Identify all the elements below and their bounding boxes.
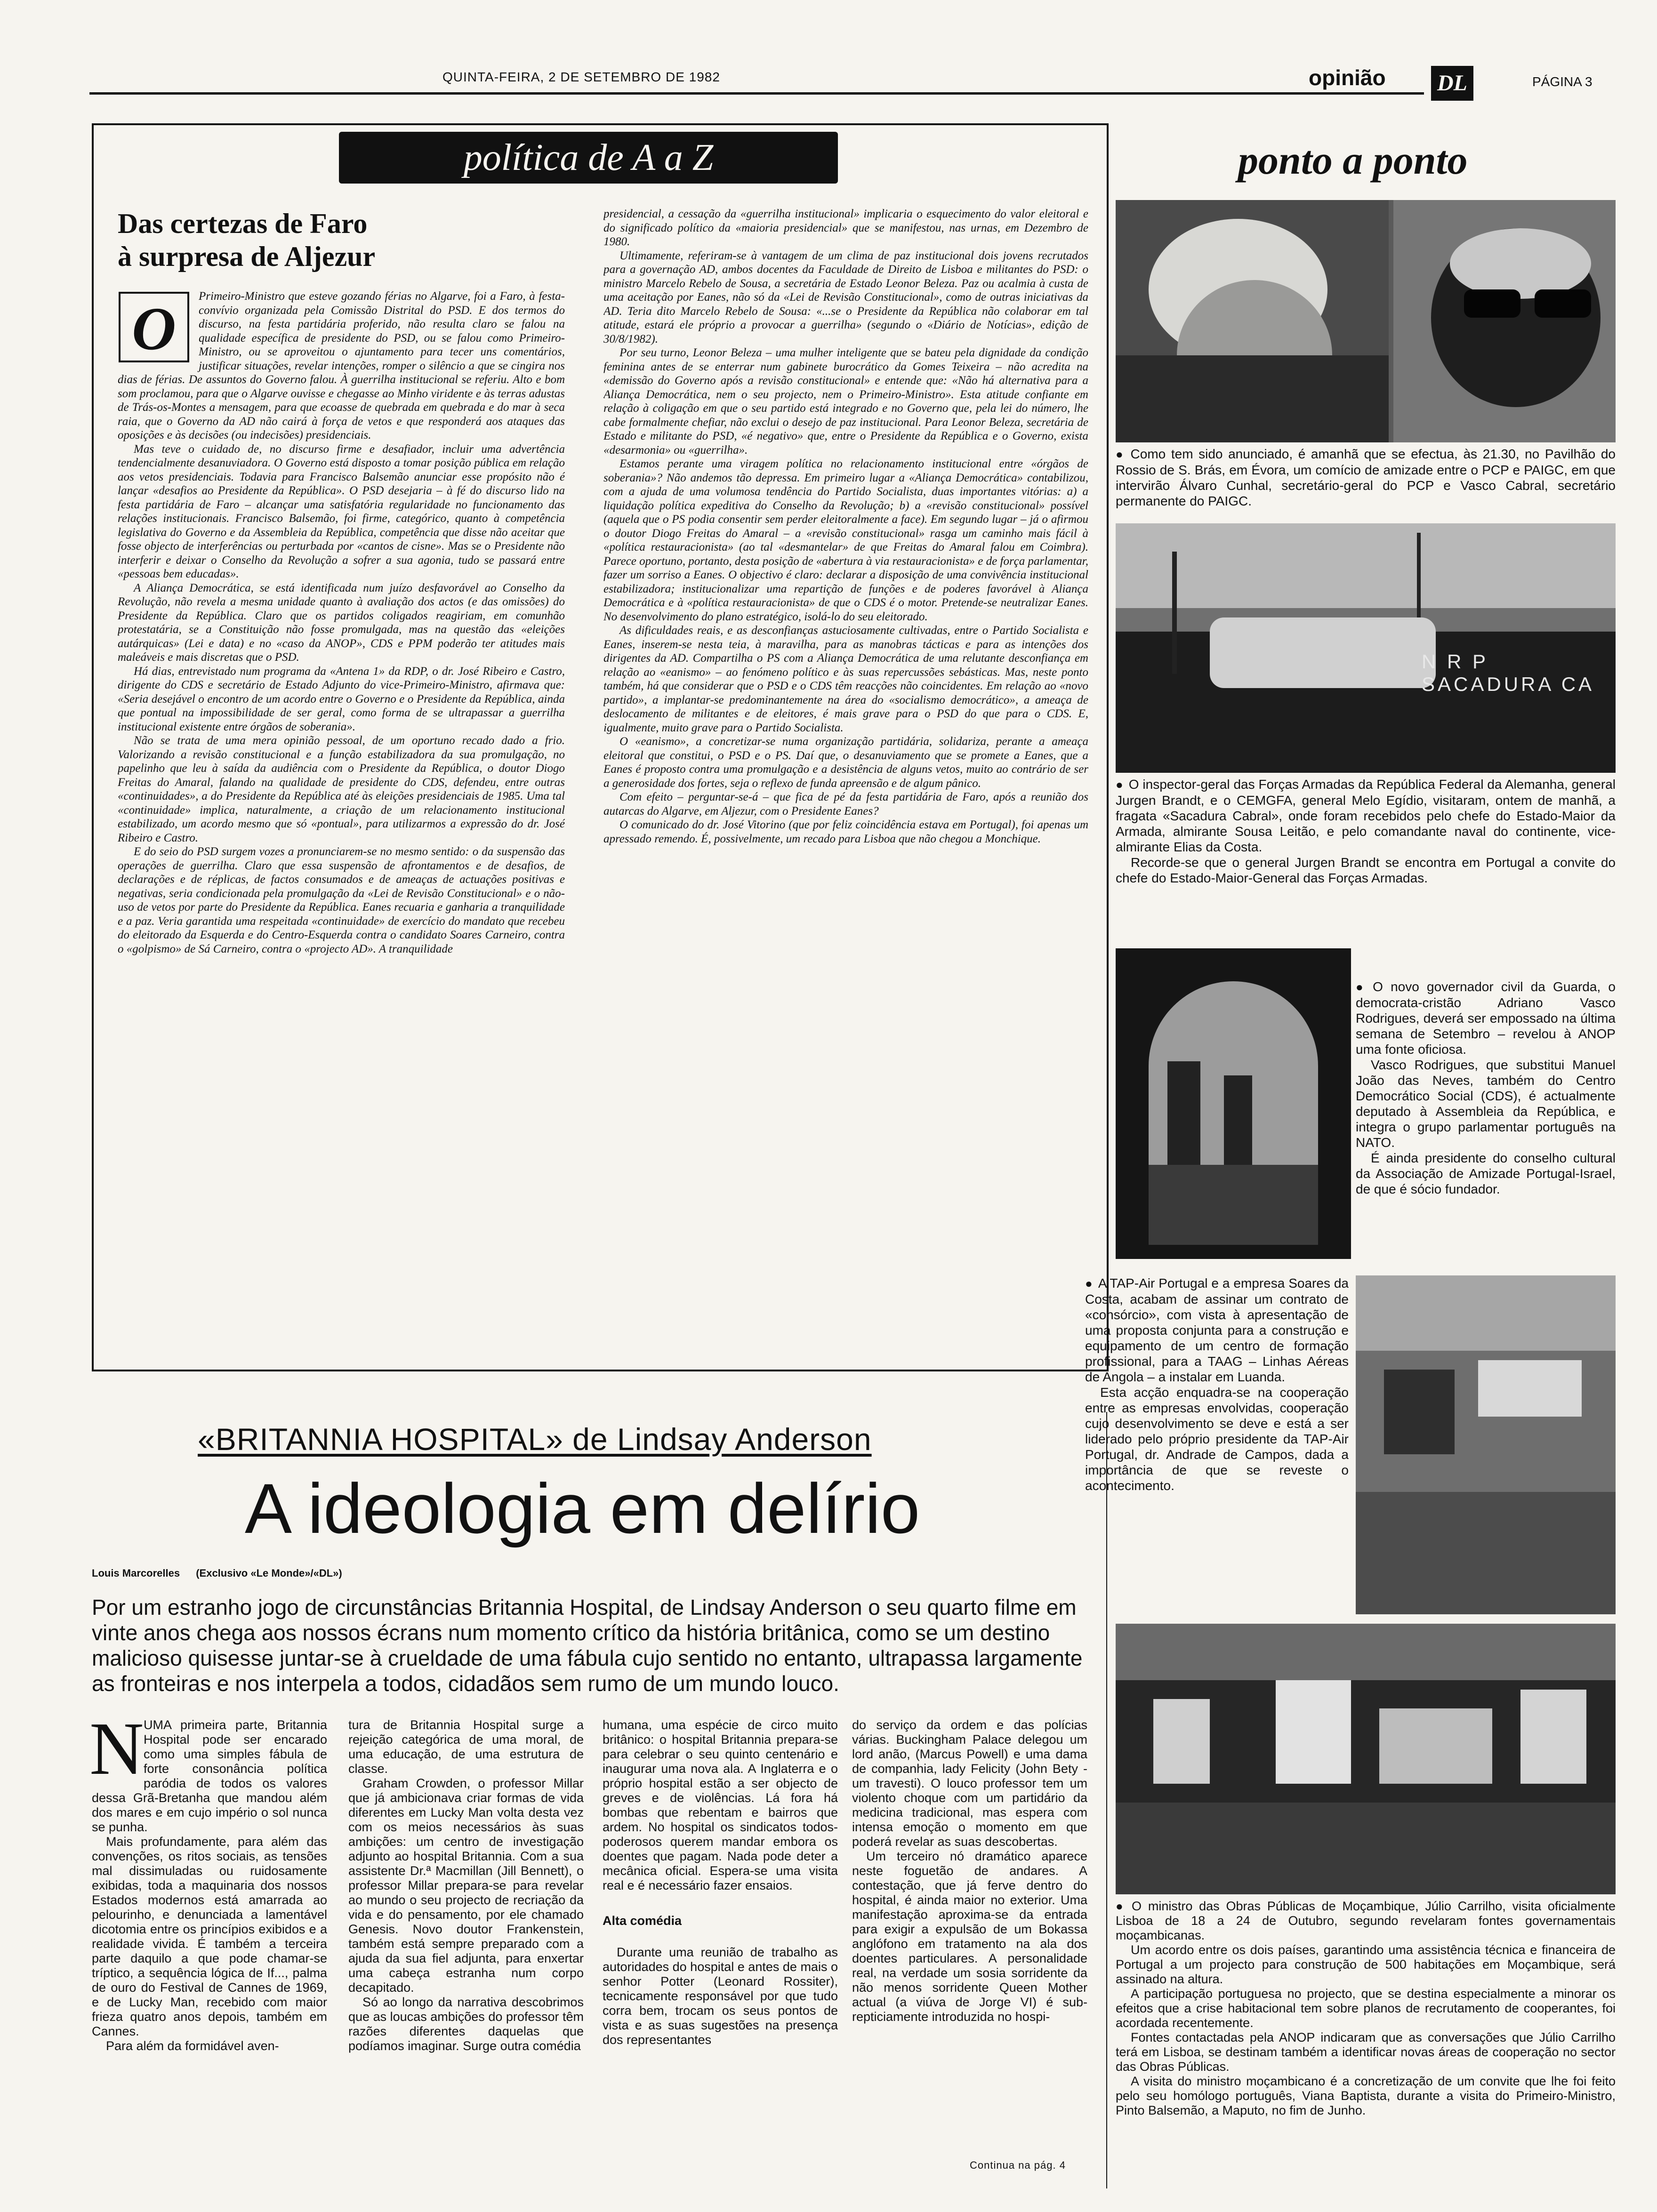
author-credit: (Exclusivo «Le Monde»/«DL») [196, 1567, 342, 1579]
politica-banner [339, 132, 838, 184]
ponto-item-3 [1356, 979, 1616, 1197]
politica-paragraph: presidencial, a cessação da «guerrilha institucional» implicaria o esquecimento do valor eleitoral e do significado político da «maioria presidencial» que se manifestou, nas urnas, em Dezembro de 1980. [603, 208, 1088, 248]
politica-column-1 [118, 289, 565, 1367]
headline-line-1: Das certezas de Faro [118, 208, 368, 239]
britannia-column-1 [92, 1718, 327, 2170]
politica-paragraph: Ultimamente, referiram-se à vantagem de um clima de paz institucional dois jovens recrutados para a governação AD, ambos docentes da Faculdade de Direito de Lisboa e militantes do PSD: o ministro Marcelo Rebelo de Sousa, a secretária de Estado Leonor Beleza. Paz ou acalmia à custa de uma aceitação por Eanes, não só da «Lei de Revisão Constitucional», como de outras iniciativas da AD. Teria dito Marcelo Rebelo de Sousa: «...se o Presidente da República não colaborar em tal atitude, estará ele próprio a provocar a guerrilha» (segundo o «Diário de Notícias», edição de 30/8/1982). [603, 249, 1088, 345]
ponto-item-text: ● A TAP-Air Portugal e a empresa Soares da Costa, acabam de assinar um contrato de «consórcio», com vista à apresentação de uma proposta conjunta para a construção e equipamento de um centro de formação profissional, para a TAAG – Linhas Aéreas de Angola – a instalar em Luanda. [1085, 1275, 1349, 1385]
ponto-banner: ponto a ponto [1238, 137, 1468, 183]
britannia-title: A ideologia em delírio [245, 1469, 920, 1548]
britannia-paragraph: Durante uma reunião de trabalho as autoridades do hospital e antes de mais o senhor Potter (Leonard Rossiter), tecnicamente responsável por que tudo corra bem, trocam os seus pontos de vista e as suas sugestões na presença dos representantes [603, 1945, 838, 2047]
ponto-item-text: É ainda presidente do conselho cultural da Associação de Amizade Portugal-Israel, de que é sócio fundador. [1356, 1151, 1616, 1196]
britannia-paragraph: do serviço da ordem e das polícias várias. Buckingham Palace delegou um lord anão, (Marcus Powell) e uma dama de companhia, lady Felicity (John Bety -um travesti). O louco professor tem um violento choque com um partidário da medicina tradicional, mas espera com intensa emoção o momento em que poderá revelar as suas descobertas. [852, 1718, 1087, 1849]
photo-portrait-left [1116, 200, 1389, 442]
politica-paragraph: Mas teve o cuidado de, no discurso firme e desafiador, incluir uma advertência tendencialmente desanuviadora. O Governo está disposto a tomar posição pública em relação aos vetos presidenciais. Todavia para Francisco Balsemão anunciar esse propósito não é lançar «desafios ao Presidente da República». O PSD desejaria – à fé do discurso lido na festa partidária de Faro – alcançar uma satisfatória regularidade no funcionamento das relações institucionais. Francisco Balsemão, foi firme, categórico, quanto à competência legislativa do Governo e da Assembleia da República, competência que disse não aceitar que fosse objecto de interferências ou perturbada por «cantos de cisne». Mas se o Presidente não interferir e deixar o Conselho da Revolução a sofrer a sua agonia, tudo se passará entre «pessoas bem educadas». [118, 442, 565, 580]
politica-paragraph: E do seio do PSD surgem vozes a pronunciarem-se no mesmo sentido: o da suspensão das operações de guerrilha. Claro que essa suspensão de afrontamentos e de desafios, de declarações e de réplicas, de factos consumados e de ameaças de actuações positivas e negativas, seria condicionada pela promulgação da «Lei de Revisão Constitucional» e o não-uso de vetos por parte do Presidente da República. Eanes recuaria e ganharia a tranquilidade e a paz. Veria garantida uma respeitada «continuidade» de exercício do mandato que recebeu do eleitorado da Esquerda e do Centro-Esquerda contra o candidato Soares Carneiro, contra o «golpismo» de Sá Carneiro, contra o «projecto AD». A tranquilidade [118, 845, 565, 955]
ponto-item-text: ● O novo governador civil da Guarda, o democrata-cristão Adriano Vasco Rodrigues, deverá ser empossado na última semana de Setembro – revelou à ANOP uma fonte oficiosa. [1356, 979, 1616, 1057]
page-number: PÁGINA 3 [1532, 74, 1593, 89]
column-divider [1106, 1412, 1107, 2188]
ponto-item-4 [1085, 1275, 1349, 1493]
politica-paragraph: Com efeito – perguntar-se-á – que fica de pé da festa partidária de Faro, após a reunião dos autarcas do Algarve, em Aljezur, com o Presidente Eanes? [603, 791, 1088, 817]
britannia-dropcap: N [89, 1707, 144, 1790]
newspaper-logo [1431, 66, 1473, 101]
britannia-subhead: Alta comédia [603, 1914, 682, 1928]
photo-fragata-sacadura-cabral [1116, 523, 1616, 773]
ponto-item-5 [1116, 1899, 1616, 2118]
britannia-kicker: «BRITANNIA HOSPITAL» de Lindsay Anderson [198, 1422, 872, 1457]
britannia-paragraph: Um terceiro nó dramático aparece neste foguetão de andares. A contestação, que já ferve dentro do hospital, é ainda maior no exterior. Uma manifestação aproxima-se da entrada para exigir a expulsão de um Bokassa anglófono em tratamento na ala dos doentes particulares. A personalidade real, na verdade um sosia sorridente da não menos sorridente Queen Mother actual (a viúva de Jorge VI) é sub-repticiamente introduzida no hospi- [852, 1849, 1087, 2024]
politica-column-2 [603, 207, 1088, 1367]
ponto-item-text: Um acordo entre os dois países, garantindo uma assistência técnica e financeira de Portugal a um projecto para construção de 500 habitações em Moçambique, será assinado na altura. [1116, 1943, 1616, 1986]
politica-headline [118, 207, 565, 273]
logo-text: DL [1437, 71, 1467, 96]
photo-maputo [1116, 1624, 1616, 1894]
britannia-column-2 [348, 1718, 584, 2170]
britannia-paragraph: Só ao longo da narrativa descobrimos que as loucas ambições do professor têm razões diferentes daquelas que podíamos imaginar. Surge outra comédia [348, 1995, 584, 2053]
britannia-byline [92, 1567, 342, 1579]
ponto-item-text: ● O ministro das Obras Públicas de Moçambique, Júlio Carrilho, visita oficialmente Lisboa de 18 a 24 de Outubro, segundo revelaram fontes governamentais moçambicanas. [1116, 1899, 1616, 1943]
author-name: Louis Marcorelles [92, 1567, 180, 1579]
britannia-paragraph: UMA primeira parte, Britannia Hospital pode ser encarado como uma simples fábula de forte consonância política paródia de todos os valores dessa Grã-Bretanha que mandou além dos mares e em cujo império o sol nunca se punha. [92, 1718, 327, 1834]
politica-banner-text: política de A a Z [463, 137, 714, 178]
politica-paragraph: Primeiro-Ministro que esteve gozando férias no Algarve, foi a Faro, à festa-convívio organizada pela Comissão Distrital do PSD. E dos termos do discurso, na festa partidária proferido, não resulta claro se falou na qualidade específica de presidente do PSD, ou se falou como Primeiro-Ministro, ou se aproveitou o ajuntamento para tecer uns comentários, justificar situações, revelar intenções, romper o silêncio a que se cingira nos dias de férias. De assuntos do Governo falou. À guerrilha institucional se referiu. Alto e bom som proclamou, para que o Algarve ouvisse e chegasse ao Minho viridente e às terras adustas de Trás-os-Montes a mensagem, para que ecoasse de quebrada em quebrada e do mar à seca raia, que o Governo da AD não cairá à força de vetos e que responderá aos ataques das oposições e às decisões (ou indecisões) presidenciais. [118, 290, 565, 441]
britannia-paragraph: Mais profundamente, para além das convenções, os ritos sociais, as tensões mal dissimuladas ou ruidosamente exibidas, toda a maquinaria dos nossos Estados modernos está amarrada ao pelourinho, e denunciada a lamentável dicotomia entre os princípios exibidos e a realidade vivida. É também a terceira parte daquilo a que pode chamar-se tríptico, a sequência lógica de If..., palma de ouro do Festival de Cannes de 1969, e de Lucky Man, recebido com maior frieza quatro anos depois, também em Cannes. [92, 1835, 327, 2038]
ponto-item-1 [1116, 446, 1616, 509]
politica-paragraph: Estamos perante uma viragem política no relacionamento institucional entre «órgãos de soberania»? Não andemos tão depressa. Em primeiro lugar a «Aliança Democrática» contabilizou, com a ajuda de uma volumosa tendência do Partido Socialista, duas importantes vitórias: a) a liquidação política expeditiva do Conselho da Revolução; b) a «revisão constitucional» possível (aquela que o PS podia consentir sem perder eleitoralmente a face). Em segundo lugar – já o afirmou o doutor Diogo Freitas do Amaral – a «revisão constitucional» rasga um caminho mais fácil à «política restauracionista» (ao tal «desmantelar» de que Freitas do Amaral falou em Coimbra). Parece oportuno, portanto, desta posição de «abertura à via restauracionista» e de força parlamentar, fazer um sorriso a Eanes. O objectivo é claro: declarar a disposição de uma convivência institucional estabilizadora; institucionalizar uma repartição de funções e de poderes favorável à Aliança Democrática e à «política restauracionista» de que o CDS é o motor. Pretende-se neutralizar Eanes. No desenvolvimento do plano estratégico, isolá-lo do seu eleitorado. [603, 457, 1088, 623]
politica-paragraph: O comunicado do dr. José Vitorino (que por feliz coincidência estava em Portugal), foi apenas um apressado remendo. É, possivelmente, um recado para Lisboa que não chegou a Monchique. [603, 818, 1088, 845]
britannia-paragraph: Graham Crowden, o professor Millar que já ambicionava criar formas de vida diferentes em Lucky Man volta desta vez com os meios necessários às suas ambições: um centro de investigação adjunto ao hospital Britannia. Com a sua assistente Dr.ª Macmillan (Jill Bennett), o professor Millar prepara-se para revelar ao mundo o seu projecto de recriação da vida e do pensamento, por ele chamado Genesis. Novo doutor Frankenstein, também está sempre preparado com a ajuda da sua fiel adjunta, para enxertar uma cabeça estranha num corpo decapitado. [348, 1776, 584, 1995]
header-rule [89, 92, 1424, 95]
britannia-paragraph: humana, uma espécie de circo muito britânico: o hospital Britannia prepara-se para celebrar o seu quinto centenário e inaugurar uma nova ala. A Inglaterra e o próprio hospital estão a ser objecto de greves e de violências. Lá fora há bombas que rebentam e bairros que ardem. No hospital os sindicatos todos-poderosos querem mandar embora os doentes que pagam. Nada pode deter a mecânica oficial. Espera-se uma visita real e é necessário fazer ensaios. [603, 1718, 838, 1892]
headline-line-2: à surpresa de Aljezur [118, 241, 376, 272]
photo-cunhal-cabral [1116, 200, 1616, 442]
section-title: opinião [1309, 65, 1386, 90]
politica-paragraph: As dificuldades reais, e as desconfianças astuciosamente cultivadas, entre o Partido Socialista e Eanes, inserem-se nesta teia, à maravilha, para as manobras tácticas e para as intenções dos dirigentes da AD. Compartilha o PS com a Aliança Democrática de uma relutante desconfiança em relação ao «eanismo» – ao fenómeno político e às suas repercussões sebásticas. Mas, neste ponto também, há que considerar que o PSD e o CDS têm reacções não coincidentes. Em relação ao «novo partido», a implantar-se predominantemente na área do «socialismo democrático», a ameaça de deslocamento de militantes e de eleitores, é mais grave para o PSD do que para o CDS. E, igualmente, muito grave para o Partido Socialista. [603, 624, 1088, 734]
ponto-item-text: Esta acção enquadra-se na cooperação entre as empresas envolvidas, cooperação cujo desenvolvimento se deve e está a ser liderado pelo próprio presidente da TAP-Air Portugal, dr. Andrade de Campos, dada a importância de que se reveste o acontecimento. [1085, 1385, 1349, 1493]
britannia-paragraph: Para além da formidável aven- [106, 2039, 279, 2053]
britannia-column-3 [603, 1718, 838, 2170]
britannia-paragraph: tura de Britannia Hospital surge a rejeição categórica de uma moral, de uma educação, de uma estrutura de classe. [348, 1718, 584, 1776]
politica-paragraph: Há dias, entrevistado num programa da «Antena 1» da RDP, o dr. José Ribeiro e Castro, dirigente do CDS e secretário de Estado Adjunto do vice-Primeiro-Ministro, afirmava que: «Seria desejável o encontro de um acordo entre o Governo e o Presidente da República, ainda que pontual na impossibilidade de ser geral, como forma de se ultrapassar a guerrilha institucional existente entre órgãos de soberania». [118, 665, 565, 733]
politica-paragraph: Por seu turno, Leonor Beleza – uma mulher inteligente que se bateu pela dignidade da condição feminina antes de se enterrar num gabinete burocrático da Gomes Teixeira – não acredita na «demissão do Governo após a revisão constitucional» e entende que: «Não há alternativa para a Aliança Democrática, nem o seu projecto, nem o Primeiro-Ministro». Esta atitude confiante em relação à coligação em que o seu partido está integrado e no Governo que, pela lei do número, lhe cabe formalmente chefiar, não exclui o desejo de paz institucional. Para Leonor Beleza, secretária de Estado e militante do PSD, «é negativo» que, entre o Presidente da República e o Governo, exista «desarmonia» ou «guerrilha». [603, 346, 1088, 457]
header-date: QUINTA-FEIRA, 2 DE SETEMBRO DE 1982 [442, 70, 720, 84]
ponto-item-text: ● Como tem sido anunciado, é amanhã que se efectua, às 21.30, no Pavilhão do Rossio de S. Brás, em Évora, um comício de amizade entre o PCP e PAIGC, em que intervirão Álvaro Cunhal, secretário-geral do PCP e Vasco Cabral, secretário permanente do PAIGC. [1116, 446, 1616, 509]
dropcap-letter: O [132, 295, 176, 363]
ponto-item-2 [1116, 777, 1616, 886]
ponto-item-text: A participação portuguesa no projecto, que se destina especialmente a minorar os efeitos que a crise habitacional tem sobre planos de recrutamento de cooperantes, foi acordada recentemente. [1116, 1987, 1616, 2030]
ponto-item-text: ● O inspector-geral das Forças Armadas da República Federal da Alemanha, general Jurgen Brandt, e o CEMGFA, general Melo Egídio, visitaram, ontem de manhã, a fragata «Sacadura Cabral», onde foram recebidos pelo chefe do Estado-Maior da Armada, almirante Sousa Leitão, e pelo comandante naval do continente, vice-almirante Elias da Costa. [1116, 777, 1616, 855]
ponto-item-text: Vasco Rodrigues, que substitui Manuel João das Neves, também do Centro Democrático Social (CDS), é actualmente deputado à Assembleia da República, e integra o grupo parlamentar português na NATO. [1356, 1058, 1616, 1150]
ship-lettering: N R P SACADURA CA [1422, 650, 1595, 695]
ponto-item-text: Recorde-se que o general Jurgen Brandt se encontra em Portugal a convite do chefe do Estado-Maior-General das Forças Armadas. [1116, 855, 1616, 885]
continued-link[interactable]: Continua na pág. 4 [970, 2159, 1066, 2171]
ponto-item-text: A visita do ministro moçambicano é a concretização de um convite que lhe foi feito pelo seu homólogo português, Viana Baptista, durante a visita do Primeiro-Ministro, Pinto Balsemão, a Maputo, no fim de Junho. [1116, 2074, 1616, 2117]
britannia-column-4 [852, 1718, 1087, 2151]
ponto-item-text: Fontes contactadas pela ANOP indicaram que as conversações que Júlio Carrilho terá em Lisboa, se destinam também a identificar novas áreas de cooperação no sector das Obras Públicas. [1116, 2030, 1616, 2074]
photo-guarda [1116, 948, 1351, 1259]
britannia-lead: Por um estranho jogo de circunstâncias Britannia Hospital, de Lindsay Anderson o seu quarto filme em vinte anos chega aos nossos écrans num momento crítico da história britânica, como se um destino malicioso quisesse juntar-se à crueldade de uma fábula cujo sentido no entanto, ultrapassa largamente as fronteiras e nos interpela a todos, cidadãos sem rumo de um mundo louco. [92, 1595, 1083, 1696]
photo-luanda [1356, 1275, 1616, 1614]
photo-portrait-right [1393, 200, 1616, 442]
politica-paragraph: O «eanismo», a concretizar-se numa organização partidária, solidariza, perante a ameaça eleitoral que constitui, o PSD e o PS. Daí que, o desanuviamento que se promete a Eanes, que a Eanes é proposto contra uma promulgação e a desistência de alguns vetos, muito ao contrário de ser a generosidade dos fortes, seja o reflexo de funda apreensão e de algum pânico. [603, 735, 1088, 790]
politica-paragraph: A Aliança Democrática, se está identificada num juízo desfavorável ao Conselho da Revolução, não revela a mesma unidade quanto à avaliação dos actos (e das omissões) do Presidente da República. Claro que os partidos coligados reagiriam, em comunhão protestatária, se a Constituição não fosse promulgada, mas na questão das «eleições autárquicas» (Lei e data) e no «caso da ANOP», CDS e PPM poderão ter atitudes mais maleáveis e mais discretas que o PSD. [118, 581, 565, 664]
politica-paragraph: Não se trata de uma mera opinião pessoal, de um oportuno recado dado a frio. Valorizando a revisão constitucional e a função estabilizadora da sua promulgação, no papelinho que leu à saída da audiência com o Presidente da República, o doutor Diogo Freitas do Amaral, falando na qualidade de presidente do CDS, defendeu, entre outras «continuidades», a do Presidente da República até às eleições presidenciais de 1985. Uma tal «continuidade» implica, naturalmente, a criação de um relacionamento institucional estabilizado, um acordo mesmo que só «pontual», para utilizarmos a expressão do dr. José Ribeiro e Castro. [118, 734, 565, 844]
